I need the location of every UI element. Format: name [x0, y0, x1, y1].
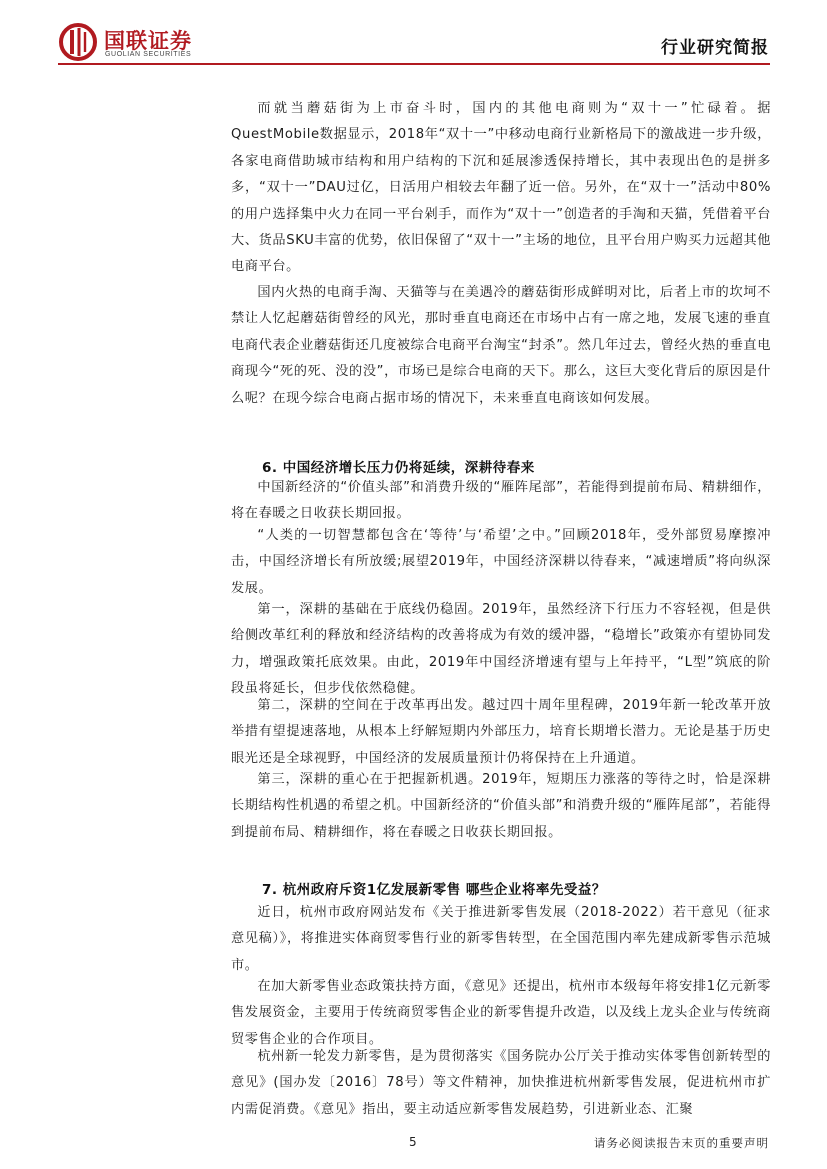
footer-disclaimer: 请务必阅读报告末页的重要声明	[594, 1136, 769, 1150]
paragraph-second-point: 第二，深耕的空间在于改革再出发。越过四十周年里程碑，2019年新一轮改革开放举措有望提速落地，从根本上纾解短期内外部压力，培育长期增长潜力。无论是基于历史眼光还是全球视野，中国经济的发展质量预计仍将保持在上升通道。	[231, 698, 771, 766]
page-header	[0, 0, 827, 64]
paragraph-funding: 在加大新零售业态政策扶持方面，《意见》还提出，杭州市本级每年将安排1亿元新零售发展资金，主要用于传统商贸零售企业的新零售提升改造，以及线上龙头企业与传统商贸零售企业的合作项目。	[231, 979, 771, 1047]
paragraph-hangzhou-policy: 近日，杭州市政府网站发布《关于推进新零售发展（2018-2022）若干意见（征求意见稿）》，将推进实体商贸零售行业的新零售转型，在全国范围内率先建成新零售示范城市。	[231, 905, 771, 973]
paragraph-vertical-ecommerce: 国内火热的电商手淘、天猫等与在美遇冷的蘑菇街形成鲜明对比，后者上市的坎坷不禁让人忆起蘑菇街曾经的风光，那时垂直电商还在市场中占有一席之地，发展飞速的垂直电商代表企业蘑菇街还几度被综合电商平台淘宝“封杀”。然几年过去，曾经火热的垂直电商现今“死的死、没的没”，市场已是综合电商的天下。那么，这巨大变化背后的原因是什么呢？在现今综合电商占据市场的情况下，未来垂直电商该如何发展。	[231, 285, 771, 406]
logo-mark-icon	[58, 22, 98, 62]
paragraph-third-point: 第三，深耕的重心在于把握新机遇。2019年，短期压力涨落的等待之时，恰是深耕长期结构性机遇的希望之机。中国新经济的“价值头部”和消费升级的“雁阵尾部”，若能得到提前布局、精耕细作，将在春暖之日收获长期回报。	[231, 772, 771, 840]
company-logo	[58, 22, 218, 62]
section-heading-6: 6. 中国经济增长压力仍将延续，深耕待春来	[262, 460, 535, 476]
header-divider	[58, 63, 770, 65]
paragraph-wisdom-quote: “人类的一切智慧都包含在‘等待’与‘希望’之中。”回顾2018年，受外部贸易摩擦冲击，中国经济增长有所放缓;展望2019年，中国经济深耕以待春来，“减速增质”将向纵深发展。	[231, 528, 771, 596]
logo-english-name: GUOLIAN SECURITIES	[105, 51, 192, 58]
paragraph-double-eleven: 而就当蘑菇街为上市奋斗时，国内的其他电商则为“双十一”忙碌着。据QuestMobile数据显示，2018年“双十一”中移动电商行业新格局下的激战进一步升级，各家电商借助城市结构和用户结构的下沉和延展渗透保持增长，其中表现出色的是拼多多，“双十一”DAU过亿，日活用户相较去年翻了近一倍。另外，在“双十一”活动中80%的用户选择集中火力在同一平台剁手，而作为“双十一”创造者的手淘和天猫，凭借着平台大、货品SKU丰富的优势，依旧保留了“双十一”主场的地位，且平台用户购买力远超其他电商平台。	[231, 101, 771, 275]
logo-chinese-name: 国联证券	[104, 29, 192, 53]
paragraph-new-retail: 杭州新一轮发力新零售，是为贯彻落实《国务院办公厅关于推动实体零售创新转型的意见》(国办发〔2016〕78号）等文件精神，加快推进杭州新零售发展，促进杭州市扩内需促消费。《意见》指出，要主动适应新零售发展趋势，引进新业态、汇聚	[231, 1049, 771, 1117]
section-heading-7: 7. 杭州政府斥资1亿发展新零售 哪些企业将率先受益？	[262, 882, 606, 898]
report-type-label: 行业研究简报	[661, 38, 769, 58]
paragraph-new-economy: 中国新经济的“价值头部”和消费升级的“雁阵尾部”，若能得到提前布局、精耕细作，将在春暖之日收获长期回报。	[231, 480, 771, 522]
page-number: 5	[409, 1135, 417, 1149]
paragraph-first-point: 第一，深耕的基础在于底线仍稳固。2019年，虽然经济下行压力不容轻视，但是供给侧改革红利的释放和经济结构的改善将成为有效的缓冲器，“稳增长”政策亦有望协同发力，增强政策托底效果。由此，2019年中国经济增速有望与上年持平，“L型”筑底的阶段虽将延长，但步伐依然稳健。	[231, 602, 771, 697]
